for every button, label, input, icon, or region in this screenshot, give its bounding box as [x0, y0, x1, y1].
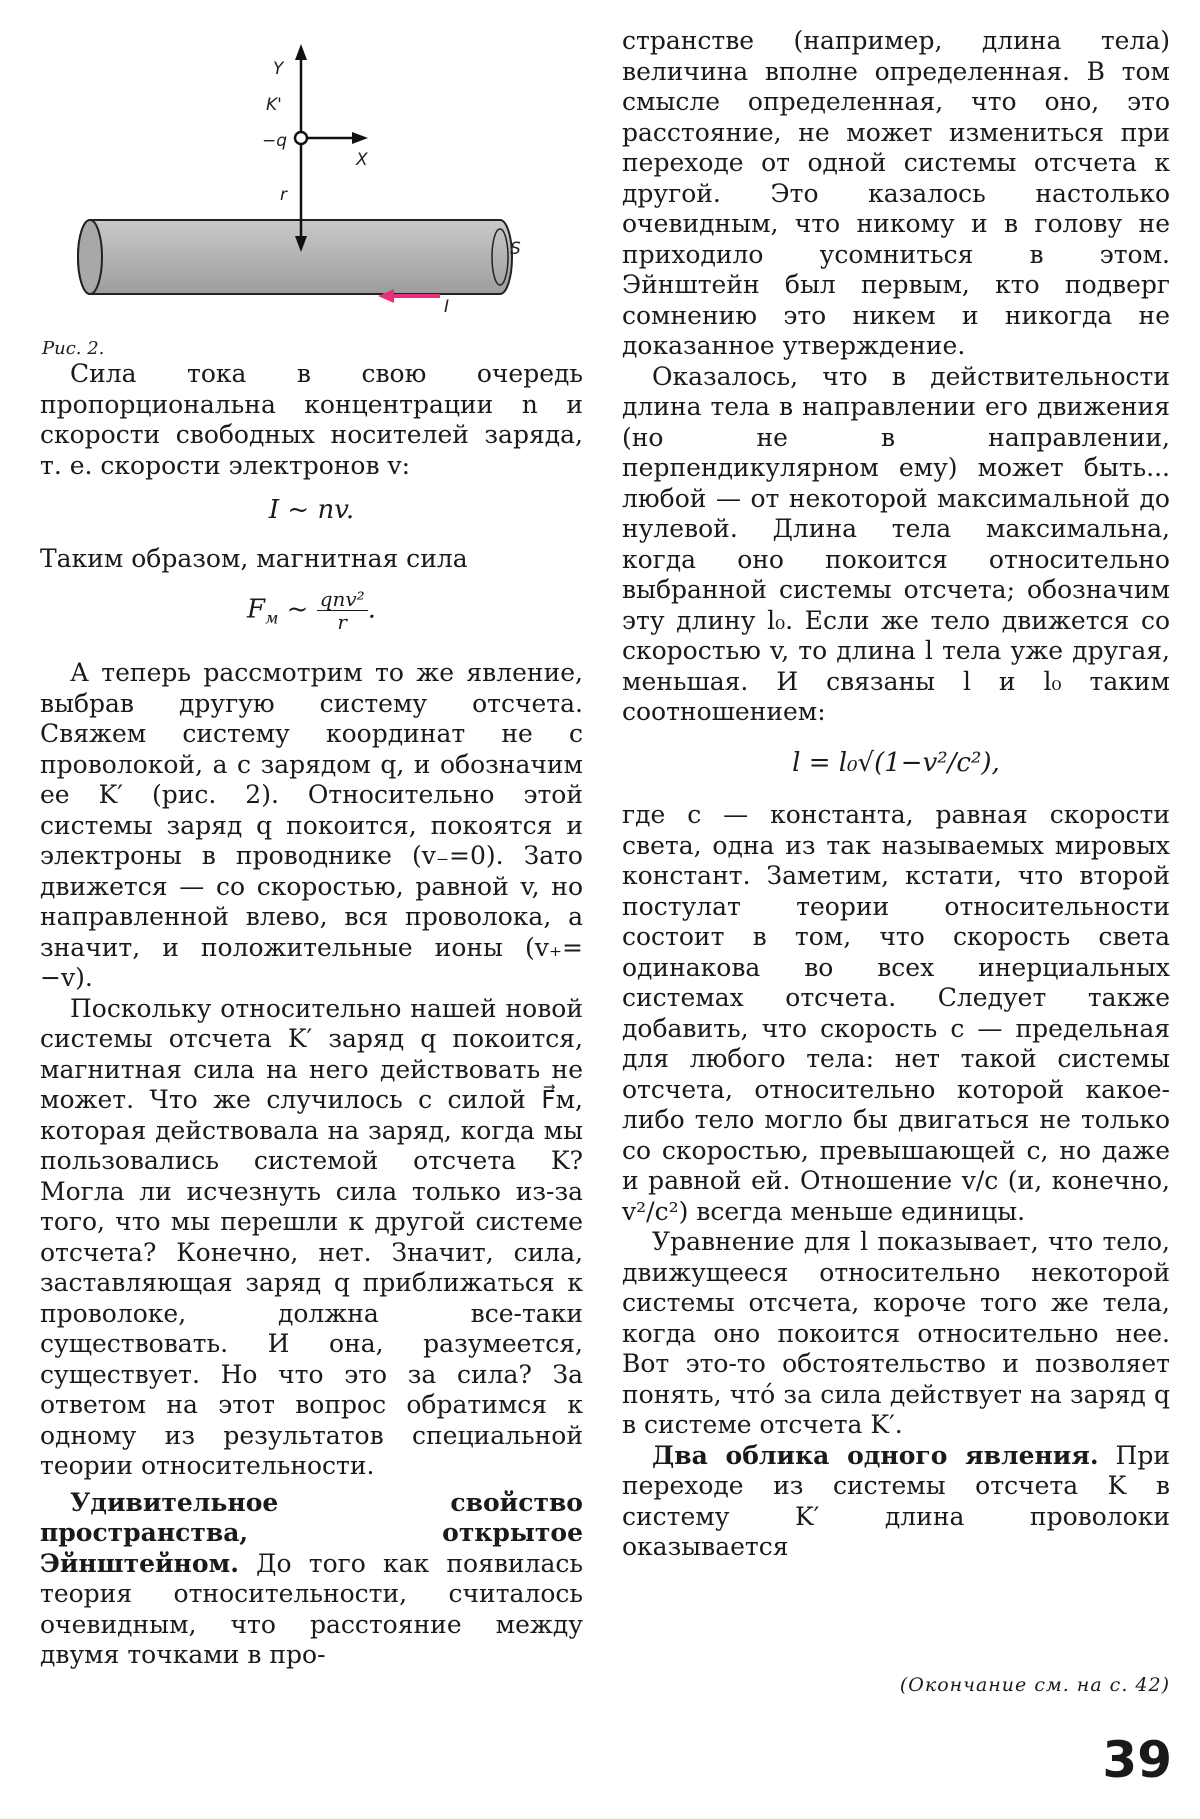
figure-caption: Рис. 2.	[42, 338, 105, 359]
paragraph-text: До того как появилась теория относительности, считалось очевидным, что расстояние между двумя точками в про-	[40, 1548, 583, 1670]
paragraph	[622, 1441, 1170, 1563]
paragraph: странстве (например, длина тела) величина вполне определенная. В том смысле определенная, что оно, это расстояние, не может измениться при переходе от одной системы отсчета к другой. Это казалось настолько очевидным, что никому и в голову не приходило усомниться в этом. Эйнштейн был первым, кто подверг сомнению это никем и никогда не доказанное утверждение.	[622, 26, 1170, 360]
continuation-note: (Окончание см. на с. 42)	[899, 1674, 1170, 1696]
fraction-numerator: qnv²	[317, 588, 368, 611]
label-s: S	[510, 239, 521, 259]
page-number: 39	[1102, 1731, 1172, 1789]
paragraph: Оказалось, что в действительности длина тела в направлении его движения (но не в направлении, перпендикулярном ему) может быть... любой — от некоторой максимальной до нулевой. Длина тела максимальна, когда оно покоится относительно выбранной системы отсчета; обозначим эту длину l₀. Если же тело движется со скоростью v, то длина l тела уже другая, меньшая. И связаны l и l₀ таким соотношением:	[622, 361, 1170, 726]
formula-length-contraction: l = l₀√(1−v²/c²),	[792, 747, 1000, 778]
right-column	[622, 26, 1170, 1563]
label-k-prime: K'	[266, 95, 282, 115]
formula-tilde: ~	[286, 594, 309, 625]
formula-period: .	[367, 594, 376, 625]
label-current: I	[444, 297, 450, 317]
wire-cylinder	[78, 220, 512, 294]
formula-fraction	[317, 588, 368, 633]
paragraph: Поскольку относительно нашей новой системы отсчета K′ заряд q покоится, магнитная сила на него действовать не может. Что же случилось с силой F⃗м, которая действовала на заряд, когда мы пользовались системой отсчета K? Могла ли исчезнуть сила только из-за того, что мы перешли к другой системе отсчета? Конечно, нет. Значит, сила, заставляющая заряд q приближаться к проволоке, должна все-таки существовать. И она, разумеется, существует. Но что это за сила? За ответом на этот вопрос обратимся к одному из результатов специальной теории относительности.	[40, 993, 583, 1481]
y-axis	[295, 44, 307, 138]
wire-diagram	[40, 26, 583, 351]
paragraph: Таким образом, магнитная сила	[40, 543, 468, 573]
formula-current: I ~ nv.	[268, 495, 355, 525]
formula-lhs: F	[247, 594, 266, 625]
label-r: r	[280, 185, 287, 205]
formula-subscript: м	[265, 608, 279, 628]
paragraph-text: При переходе из системы отсчета K в систему K′ длина проволоки оказывается	[622, 1440, 1170, 1561]
label-y: Y	[273, 59, 284, 79]
fraction-denominator: r	[337, 610, 347, 634]
label-x: X	[356, 150, 368, 170]
left-column	[40, 0, 583, 1671]
paragraph: Сила тока в свою очередь пропорциональна концентрации n и скорости свободных носителей заряда, т. е. скорости электронов v:	[40, 359, 583, 480]
figure-2	[40, 26, 583, 359]
paragraph: Уравнение для l показывает, что тело, движущееся относительно некоторой системы отсчета, короче того же тела, когда оно покоится относительно нее. Вот это-то обстоятельство и позволяет понять, что́ за сила действует на заряд q в системе отсчета K′.	[622, 1227, 1170, 1439]
x-axis	[301, 132, 368, 144]
charge-point	[295, 132, 307, 144]
paragraph: где c — константа, равная скорости света, одна из так называемых мировых констант. Заметим, кстати, что второй постулат теории относительности состоит в том, что скорость света одинакова во всех инерциальных системах отсчета. Следует также добавить, что скорость c — предельная для любого тела: нет такой системы отсчета, относительно которой какое-либо тело могло бы двигаться не только со скоростью, превышающей c, но даже и равной ей. Отношение v/c (и, конечно, v²/c²) всегда меньше единицы.	[622, 800, 1170, 1226]
paragraph: А теперь рассмотрим то же явление, выбрав другую систему отсчета. Свяжем систему координат не с проволокой, а с зарядом q, и обозначим ее K′ (рис. 2). Относительно этой системы заряд q покоится, покоятся и электроны в проводнике (v₋=0). Зато движется — со скоростью, равной v, но направленной влево, вся проволока, а значит, и положительные ионы (v₊= −v).	[40, 658, 583, 993]
formula-magnetic-force	[40, 588, 583, 634]
section-heading: Два облика одного явления.	[652, 1440, 1099, 1470]
section-heading: Удивительное свойство пространства, открытое Эйнштейном.	[40, 1487, 583, 1578]
label-charge: −q	[262, 131, 288, 151]
paragraph	[40, 1488, 583, 1671]
